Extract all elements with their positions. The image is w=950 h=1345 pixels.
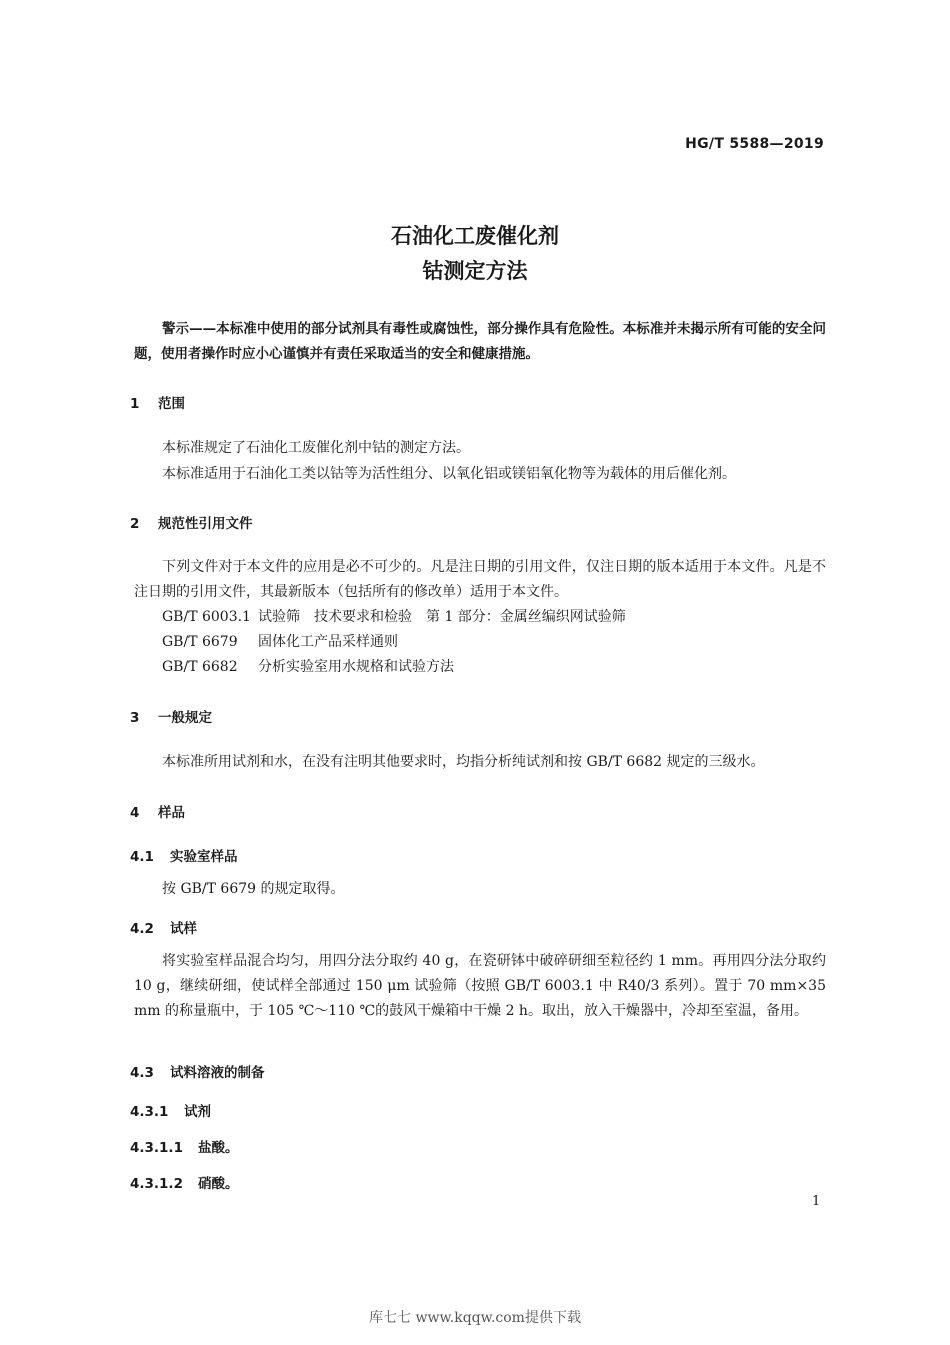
scope-paragraph-2: 本标准适用于石油化工类以钴等为活性组分、以氧化铝或镁铝氧化物等为载体的用后催化剂。 [162,466,736,482]
section-title: 实验室样品 [170,849,238,865]
section-1-heading [130,392,185,412]
section-number: 4.3.1.2 [130,1176,183,1192]
general-provisions-paragraph: 本标准所用试剂和水，在没有注明其他要求时，均指分析纯试剂和按 GB/T 6682 规定的三级水。 [162,754,765,770]
section-number: 4.3 [130,1065,154,1081]
reference-item [162,606,626,626]
standard-code: HG/T 5588—2019 [685,136,824,152]
section-title: 范围 [158,396,185,412]
section-title: 盐酸。 [198,1140,239,1156]
section-title: 试样 [170,921,197,937]
section-4-2-heading [130,917,197,937]
section-title: 规范性引用文件 [158,516,253,532]
scope-paragraph-1: 本标准规定了石油化工废催化剂中钴的测定方法。 [162,440,470,456]
reference-title: 固体化工产品采样通则 [258,634,398,650]
section-number: 4.3.1 [130,1104,169,1120]
section-title: 样品 [158,805,185,821]
reference-item [162,631,398,651]
section-number: 4.1 [130,849,154,865]
document-title-line1: 石油化工废催化剂 [391,224,559,248]
section-title: 试料溶液的制备 [170,1065,265,1081]
reference-code: GB/T 6003.1 [162,609,251,625]
section-4-3-1-1-heading [130,1136,239,1156]
section-4-3-1-2-heading [130,1172,239,1192]
section-4-3-1-heading [130,1100,211,1120]
section-title: 一般规定 [158,710,212,726]
test-sample-paragraph: 将实验室样品混合均匀，用四分法分取约 40 g，在瓷研钵中破碎研细至粒径约 1 mm。再用四分法分取约 10 g，继续研细，使试样全部通过 150 μm 试验筛（按照 GB/T 6003.1 中 R40/3 系列）。置于 70 mm×35 mm 的称量瓶中，于 105 ℃～110 ℃的鼓风干燥箱中干燥 2 h。取出，放入干燥器中，冷却至室温，备用。 [134,953,826,1019]
section-2-heading [130,512,253,532]
page-number: 1 [812,1194,821,1209]
section-4-heading [130,801,185,821]
section-number: 4.3.1.1 [130,1140,183,1156]
section-number: 4.2 [130,921,154,937]
reference-code: GB/T 6679 [162,634,238,650]
reference-title: 分析实验室用水规格和试验方法 [258,659,454,675]
section-4-3-heading [130,1061,265,1081]
section-4-1-heading [130,845,238,865]
section-number: 1 [130,396,140,412]
document-title-line2: 钴测定方法 [422,259,528,283]
section-title: 试剂 [184,1104,211,1120]
reference-item [162,656,454,676]
section-title: 硝酸。 [198,1176,239,1192]
section-3-heading [130,706,212,726]
reference-title: 试验筛 技术要求和检验 第 1 部分：金属丝编织网试验筛 [258,609,626,625]
lab-sample-paragraph: 按 GB/T 6679 的规定取得。 [162,881,345,897]
reference-code: GB/T 6682 [162,659,238,675]
section-number: 4 [130,805,140,821]
download-watermark: 库七七 www.kqqw.com提供下载 [369,1310,581,1326]
references-intro: 下列文件对于本文件的应用是必不可少的。凡是注日期的引用文件，仅注日期的版本适用于本文件。凡是不注日期的引用文件，其最新版本（包括所有的修改单）适用于本文件。 [134,559,826,600]
safety-warning: 警示——本标准中使用的部分试剂具有毒性或腐蚀性，部分操作具有危险性。本标准并未揭示所有可能的安全问题，使用者操作时应小心谨慎并有责任采取适当的安全和健康措施。 [134,321,826,362]
section-number: 3 [130,710,140,726]
section-number: 2 [130,516,140,532]
